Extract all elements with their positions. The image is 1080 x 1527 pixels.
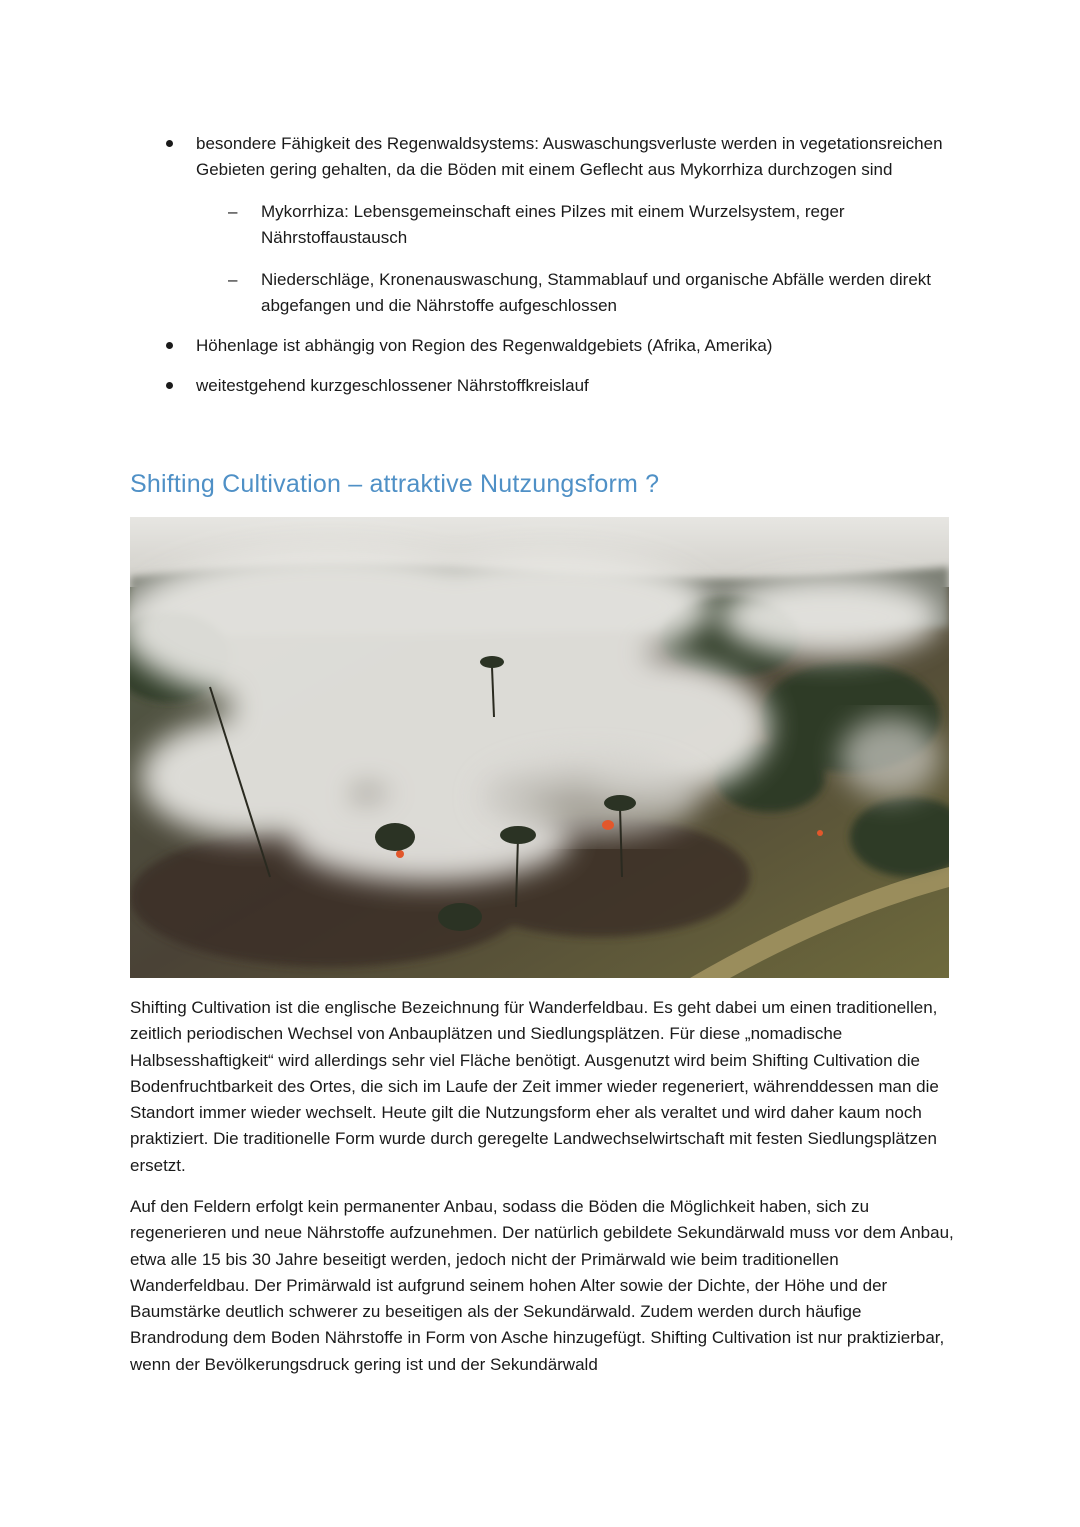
bullet-text: Höhenlage ist abhängig von Region des Regenwaldgebiets (Afrika, Amerika) [196, 336, 773, 355]
bullet-dot-icon [166, 342, 173, 349]
bullet-item [130, 131, 960, 183]
rainforest-fire-photo [130, 517, 949, 978]
sub-bullet-text: Niederschläge, Kronenauswaschung, Stammablauf und organische Abfälle werden direkt abgefangen und die Nährstoffe aufgeschlossen [261, 270, 932, 315]
paragraph: Shifting Cultivation ist die englische Bezeichnung für Wanderfeldbau. Es geht dabei um einen traditionellen, zeitlich periodischen Wechsel von Anbauplätzen und Siedlungsplätzen. Für diese „nomadische Halbsesshaftigkeit“ wird allerdings sehr viel Fläche benötigt. Ausgenutzt wird beim Shifting Cultivation die Bodenfruchtbarkeit des Ortes, die sich im Laufe der Zeit immer wieder regeneriert, währenddessen man die Standort immer wieder wechselt. Heute gilt die Nutzungsform eher als veraltet und wird daher kaum noch praktiziert. Die traditionelle Form wurde durch geregelte Landwechselwirtschaft mit festen Siedlungsplätzen ersetzt. [130, 998, 939, 1175]
section-heading: Shifting Cultivation – attraktive Nutzungsform ? [130, 470, 660, 498]
bullet-text: besondere Fähigkeit des Regenwaldsystems: Auswaschungsverluste werden in vegetationsreichen Gebieten gering gehalten, da die Böden mit einem Geflecht aus Mykorrhiza durchzogen sind [196, 134, 943, 179]
dash-icon: – [228, 202, 238, 221]
bullet-dot-icon [166, 140, 173, 147]
sub-bullet-item [130, 199, 960, 251]
bullet-list [130, 131, 960, 399]
sub-bullet-item [130, 267, 960, 319]
sub-bullet-text: Mykorrhiza: Lebensgemeinschaft eines Pilzes mit einem Wurzelsystem, reger Nährstoffaustausch [261, 202, 845, 247]
bullet-text: weitestgehend kurzgeschlossener Nährstoffkreislauf [196, 376, 589, 395]
bullet-item [130, 373, 960, 399]
dash-icon: – [228, 270, 238, 289]
paragraph: Auf den Feldern erfolgt kein permanenter Anbau, sodass die Böden die Möglichkeit haben, sich zu regenerieren und neue Nährstoffe aufzunehmen. Der natürlich gebildete Sekundärwald muss vor dem Anbau, etwa alle 15 bis 30 Jahre beseitigt werden, jedoch nicht der Primärwald wie beim traditionellen Wanderfeldbau. Der Primärwald ist aufgrund seinem hohen Alter sowie der Dichte, der Höhe und der Baumstärke deutlich schwerer zu beseitigen als der Sekundärwald. Zudem werden durch häufige Brandrodung dem Boden Nährstoffe in Form von Asche hinzugefügt. Shifting Cultivation ist nur praktizierbar, wenn der Bevölkerungsdruck gering ist und der Sekundärwald [130, 1197, 954, 1374]
bullet-item [130, 333, 960, 359]
bullet-dot-icon [166, 382, 173, 389]
